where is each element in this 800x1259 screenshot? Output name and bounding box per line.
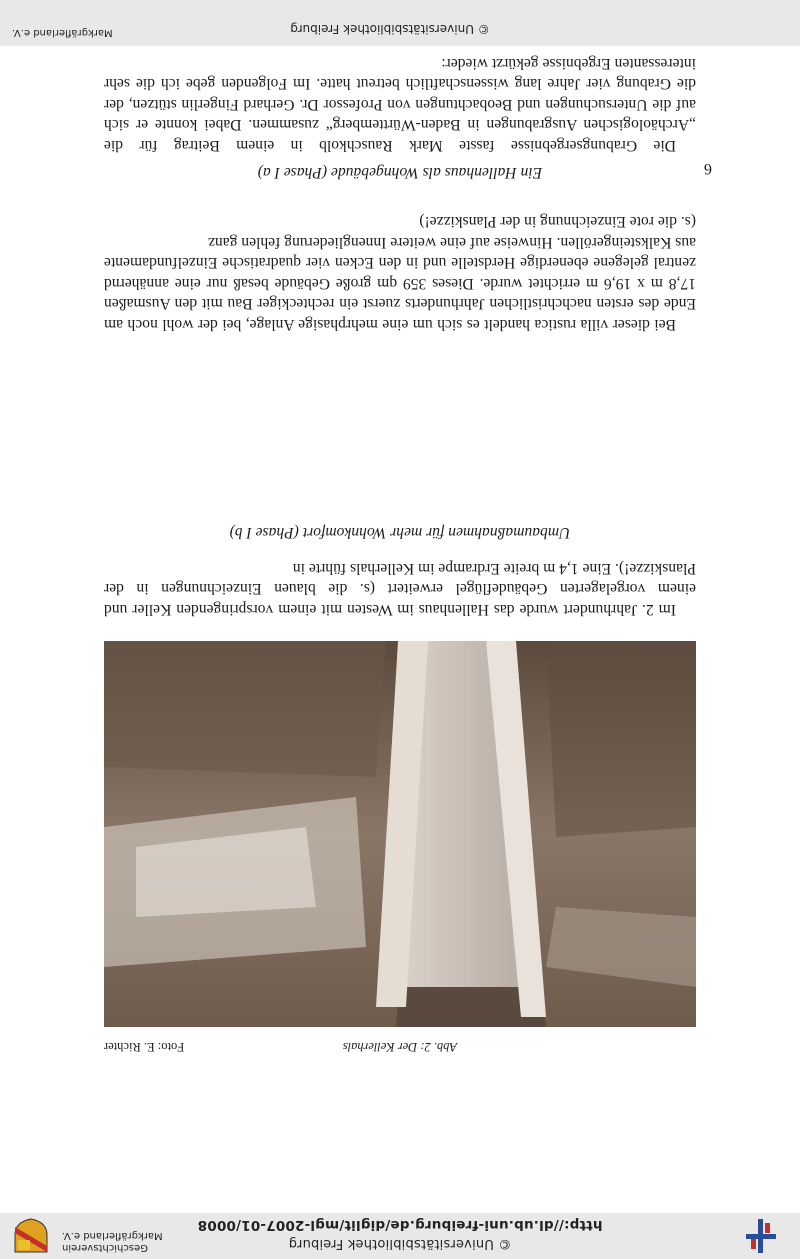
section-paragraph-phase-1a: [104, 210, 696, 334]
header-bar: [0, 1213, 800, 1259]
section-heading-phase-1b: Umbaumaßnahmen für mehr Wohnkomfort (Phase I b): [229, 524, 571, 541]
caption-text: Abb. 2: Der Kellerhals: [342, 1040, 458, 1054]
footer-copyright: © Universitätsbibliothek Freiburg: [290, 22, 490, 36]
intro-paragraph: Die Grabungsergebnisse fasste Mark Rauschkolb in einem Beitrag für die „Archäologischen Ausgrabungen in Baden-Württemberg“ zusammen. Dabei konnte er sich auf die Untersuchungen und Beobachtungen von Professor Dr. Gerhard Fingerlin stützen, der die Grabung vier Jahre lang wissenschaftlich betreut hatte. Im Folgenden gebe ich die sehr interessanten Ergebnisse gekürzt wieder:: [104, 54, 696, 154]
header-url[interactable]: http://dl.ub.uni-freiburg.de/diglit/mgl-2007-01/0008: [197, 1217, 603, 1233]
section-paragraph-phase-1b: Im 2. Jahrhundert wurde das Hallenhaus im Westen mit einem vorspringenden Keller und einem vorgelagerten Gebäudeflügel erweitert (s. die blauen Einzeichnungen in der Planskizze!). Eine 1,4 m breite Erdrampe im Kellerhals führte in: [104, 559, 696, 618]
figure-caption: [104, 1036, 696, 1054]
footer-society: Markgräflerland e.V.: [12, 27, 113, 38]
header-copyright: © Universitätsbibliothek Freiburg: [288, 1236, 512, 1251]
university-library-logo-icon: [744, 1219, 778, 1253]
footer-bar: [0, 0, 800, 46]
photo-credit: Foto: E. Richter: [104, 1040, 185, 1054]
section-text-end: (s. die rote Einzeichnung in der Planskizze!): [419, 213, 696, 231]
section-heading-phase-1a: Ein Hallenhaus als Wohngebäude (Phase I a): [257, 164, 543, 181]
excavation-photo: [104, 641, 696, 1027]
page-number: 6: [704, 160, 712, 177]
coat-of-arms-icon: [12, 1217, 50, 1255]
society-name: Geschichtsverein Markgräflerland e.V.: [62, 1230, 163, 1253]
section-text: Bei dieser villa rustica handelt es sich um eine mehrphasige Anlage, bei der wohl noch am Ende des ersten nachchristlichen Jahrhunderts zuerst ein rechteckiger Bau mit den Ausmaßen 17,8 m x 19,6 m errichtet wurde. Dieses 359 qm große Gebäude besaß nur eine annähernd zentral gelegene ebenerdige Herdstelle und in den Ecken vier quadratische Einzelfundamente aus Kalksteingeröllen. Hinweise auf eine weitere Innengliederung fehlen ganz: [104, 233, 696, 333]
